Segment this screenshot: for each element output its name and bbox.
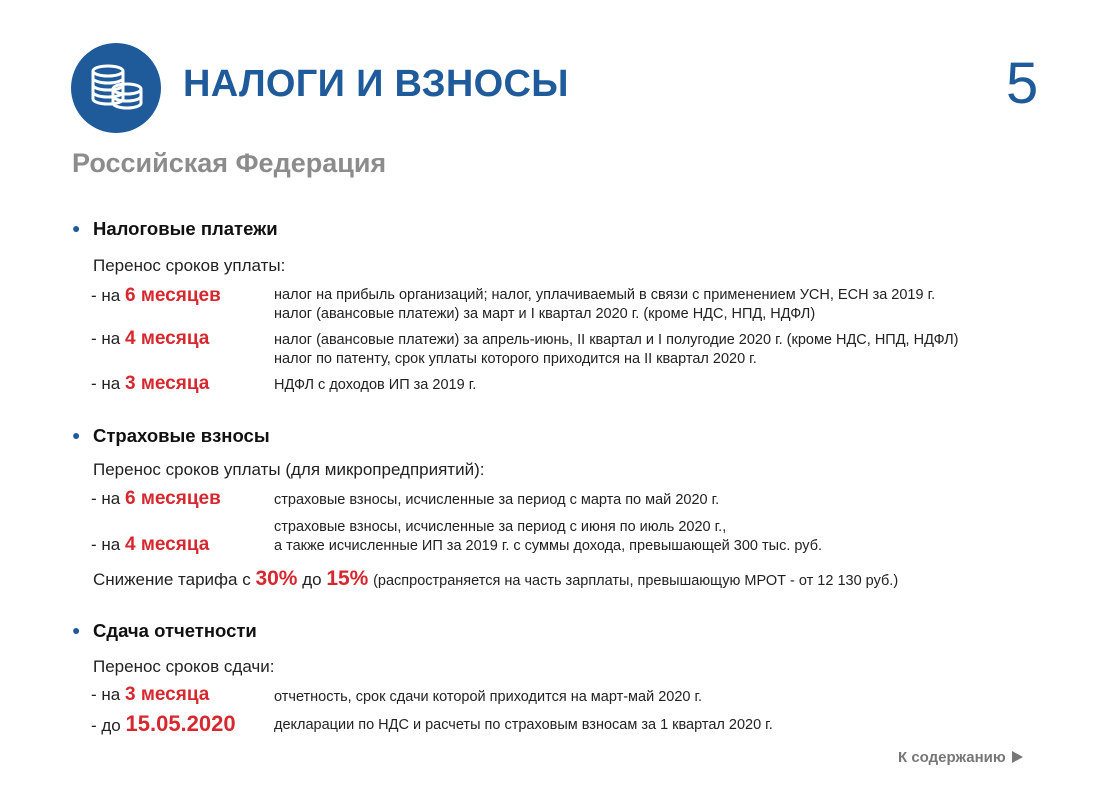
section-heading-reporting: ● Сдача отчетности [72,620,257,641]
deferral-description: отчетность, срок сдачи которой приходится на март-май 2020 г. [274,689,703,705]
coins-logo [71,43,161,133]
deferral-description: НДФЛ с доходов ИП за 2019 г. [274,377,477,393]
section-intro-reporting: Перенос сроков сдачи: [93,657,275,676]
section-intro-tax: Перенос сроков уплаты: [93,256,286,275]
page-title: НАЛОГИ И ВЗНОСЫ [183,63,569,105]
deferral-description: налог на прибыль организаций; налог, уплачиваемый в связи с применением УСН, ЕСН за 2019 г. налог (авансовые платежи) за март и I квартал 2020 г. (кроме НДС, НПД, НДФЛ) [274,287,936,322]
contents-link[interactable]: К содержанию [898,749,1023,766]
bullet-icon: ● [72,427,81,443]
deferral-period: 3 месяца [124,684,210,705]
section-intro-insurance: Перенос сроков уплаты (для микропредприятий): [93,460,485,479]
deferral-description: налог (авансовые платежи) за апрель-июнь, II квартал и I полугодие 2020 г. (кроме НДС, НПД, НДФЛ) налог по патенту, срок уплаты которого приходится на II квартал 2020 г. [274,332,959,367]
deferral-label: - на 4 месяца [91,534,210,555]
deferral-label: - на 6 месяцев [91,285,221,306]
deferral-label: - на 4 месяца [91,328,210,349]
deadline-date: 15.05.2020 [125,711,236,736]
section-heading-tax: ● Налоговые платежи [72,218,278,239]
tariff-reduction: Снижение тарифа с 30% до 15% (распространяется на часть зарплаты, превышающую МРОТ - от 12 130 руб.) [93,567,899,590]
tariff-from: 30% [255,567,298,590]
deferral-period: 6 месяцев [124,285,221,306]
triangle-right-icon [1012,751,1023,763]
bullet-icon: ● [72,220,81,236]
deferral-description: страховые взносы, исчисленные за период с июня по июль 2020 г., а также исчисленные ИП за 2019 г. с суммы дохода, превышающей 300 тыс. руб. [274,519,823,554]
deadline-label: - до 15.05.2020 [91,711,236,736]
deferral-period: 6 месяцев [124,488,221,509]
page-number: 5 [1006,51,1039,116]
deferral-period: 3 месяца [124,373,210,394]
tariff-to: 15% [326,567,369,590]
tariff-note: (распространяется на часть зарплаты, превышающую МРОТ - от 12 130 руб.) [373,573,899,589]
deferral-label: - на 3 месяца [91,373,210,394]
deferral-label: - на 3 месяца [91,684,210,705]
deferral-period: 4 месяца [124,534,210,555]
deferral-label: - на 6 месяцев [91,488,221,509]
deferral-description: декларации по НДС и расчеты по страховым взносам за 1 квартал 2020 г. [274,717,773,733]
region-subtitle: Российская Федерация [72,148,387,178]
deferral-description: страховые взносы, исчисленные за период с марта по май 2020 г. [274,492,720,508]
coins-stack-icon [71,43,161,133]
bullet-icon: ● [72,622,81,638]
section-heading-insurance: ● Страховые взносы [72,425,270,446]
deferral-period: 4 месяца [124,328,210,349]
